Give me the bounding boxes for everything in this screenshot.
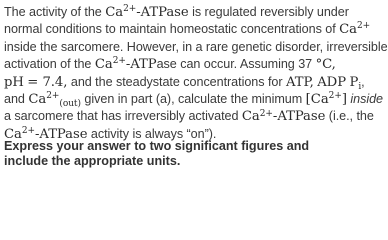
calcium-ion: $Ca^{2+}$ bbox=[241, 108, 273, 125]
calcium-ion: $Ca^{2+}$ bbox=[105, 4, 137, 20]
problem-line: normal conditions to maintain homeostatic concentrations of $Ca^{2+}$ bbox=[4, 21, 371, 38]
answer-instruction: Express your answer to two significant figures and include the appropriate units. bbox=[4, 139, 310, 168]
calcium-ion: $Ca^{2+}$ bbox=[94, 56, 126, 73]
problem-line: The activity of the $Ca^{2+}$-ATPase is regulated reversibly under bbox=[4, 4, 349, 20]
problem-statement bbox=[4, 4, 388, 143]
problem-line: $Ca^{2+}$-ATPase activity is always “on”). bbox=[4, 125, 217, 142]
problem-line: activation of the $Ca^{2+}$-ATPase can occur. Assuming 37 °C, bbox=[4, 56, 336, 73]
problem-line: and $Ca^{2+}_{(out)}$ given in part (a), calculate the minimum $[Ca^{2+}]$ inside bbox=[4, 91, 383, 110]
phosphate-pi: $P_i$ bbox=[349, 74, 362, 92]
problem-line: inside the sarcomere. However, in a rare genetic disorder, irreversible bbox=[4, 39, 388, 54]
calcium-ion: $Ca^{2+}$ bbox=[4, 125, 36, 142]
calcium-ion-out: $Ca^{2+}_{(out)}$ bbox=[28, 91, 81, 110]
problem-line: a sarcomere that has irreversibly activated $Ca^{2+}$-ATPase (i.e., the bbox=[4, 108, 374, 125]
calcium-ion: $Ca^{2+}$ bbox=[339, 21, 371, 38]
calcium-concentration: $[Ca^{2+}]$ bbox=[305, 91, 347, 108]
problem-line: pH = 7.4, and the steadystate concentrations for ATP, ADP $P_i$, bbox=[4, 74, 365, 92]
